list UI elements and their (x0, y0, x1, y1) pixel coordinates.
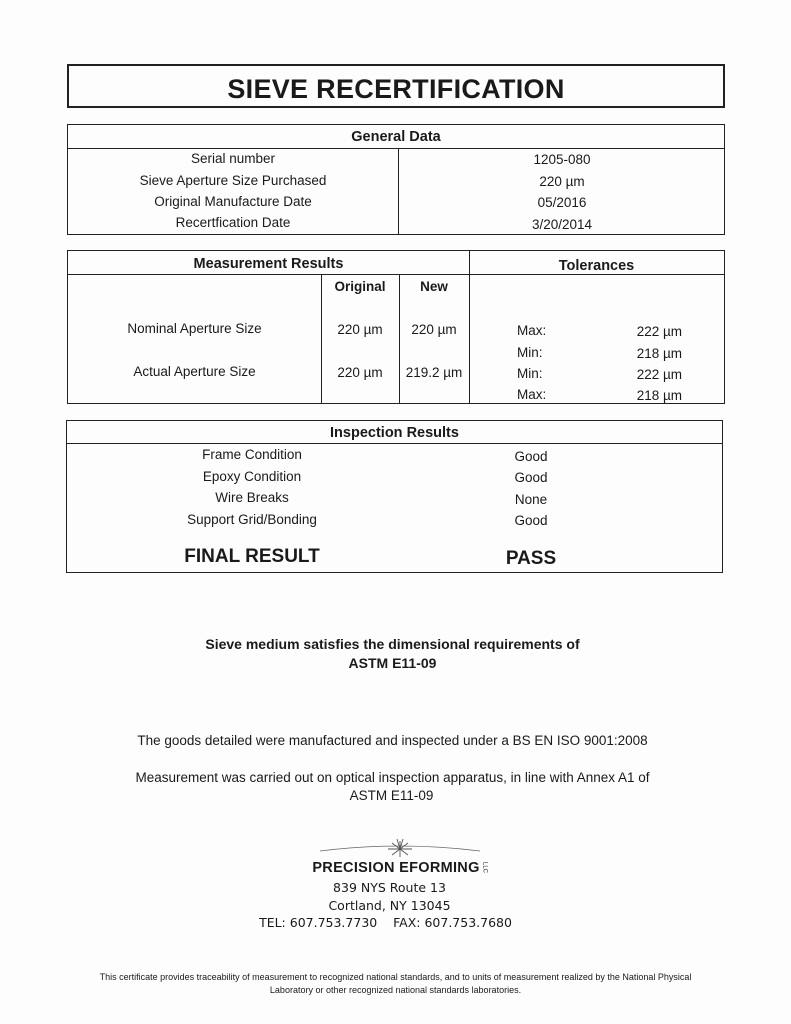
company-address-1: 839 NYS Route 13 (333, 880, 446, 895)
company-phone: TEL: 607.753.7730 FAX: 607.753.7680 (259, 915, 512, 930)
measurement-note-standard: ASTM E11-09 (349, 788, 434, 803)
inspection-header: Inspection Results (330, 425, 459, 441)
actual-label: Actual Aperture Size (133, 364, 256, 379)
general-value: 220 µm (539, 174, 585, 189)
general-data-header: General Data (351, 129, 441, 145)
tolerance-label: Max: (517, 387, 547, 402)
nominal-label: Nominal Aperture Size (127, 321, 262, 336)
divider (469, 251, 470, 403)
company-address-2: Cortland, NY 13045 (328, 898, 451, 913)
inspection-value: Good (514, 513, 548, 528)
company-logo (300, 837, 500, 879)
tolerance-label: Min: (517, 345, 543, 360)
starburst-icon (300, 837, 500, 861)
company-name: PRECISION EFORMING (312, 860, 480, 876)
inspection-label: Wire Breaks (215, 490, 289, 505)
tolerance-value: 222 µm (636, 324, 682, 339)
general-label: Sieve Aperture Size Purchased (139, 173, 327, 188)
measurement-header: Measurement Results (193, 256, 344, 272)
inspection-value: Good (514, 470, 548, 485)
compliance-standard: ASTM E11-09 (348, 655, 437, 671)
footer-line-2: Laboratory or other recognized national standards laboratories. (269, 985, 522, 995)
document-title: SIEVE RECERTIFICATION (227, 74, 565, 104)
general-label: Serial number (190, 151, 276, 166)
measurement-note: Measurement was carried out on optical inspection apparatus, in line with Annex A1 of (135, 770, 650, 785)
general-label: Original Manufacture Date (154, 194, 312, 209)
divider (68, 148, 724, 149)
iso-note: The goods detailed were manufactured and inspected under a BS EN ISO 9001:2008 (137, 733, 648, 748)
actual-new: 219.2 µm (405, 365, 463, 380)
inspection-table (66, 420, 723, 573)
general-value: 3/20/2014 (531, 217, 593, 232)
tolerances-header: Tolerances (558, 258, 635, 274)
inspection-value: Good (514, 449, 548, 464)
general-label: Recertfication Date (175, 215, 291, 230)
inspection-label: Frame Condition (202, 447, 302, 462)
company-suffix: LLC (481, 862, 488, 874)
general-data-table (67, 124, 725, 235)
footer-note (40, 971, 751, 997)
tolerance-value: 218 µm (636, 388, 682, 403)
inspection-label: Support Grid/Bonding (187, 512, 317, 527)
final-result-label: FINAL RESULT (184, 546, 320, 567)
compliance-statement: Sieve medium satisfies the dimensional requirements of (205, 636, 580, 652)
column-original: Original (334, 279, 386, 294)
nominal-original: 220 µm (337, 322, 383, 337)
tolerance-value: 222 µm (636, 367, 682, 382)
actual-original: 220 µm (337, 365, 383, 380)
tolerance-label: Min: (517, 366, 543, 381)
inspection-value: None (514, 492, 548, 507)
tolerance-label: Max: (517, 323, 547, 338)
nominal-new: 220 µm (411, 322, 457, 337)
tolerance-value: 218 µm (636, 346, 682, 361)
inspection-label: Epoxy Condition (202, 469, 302, 484)
measurement-table (67, 250, 725, 404)
footer-line-1: This certificate provides traceability of measurement to recognized national standards, and to units of measurement realized by the National Physical (99, 972, 692, 982)
divider (67, 443, 722, 444)
column-new: New (420, 279, 448, 294)
title-box (67, 64, 725, 108)
final-result-value: PASS (505, 548, 557, 569)
divider (68, 274, 724, 275)
general-value: 05/2016 (537, 195, 587, 210)
general-value: 1205-080 (533, 152, 591, 167)
